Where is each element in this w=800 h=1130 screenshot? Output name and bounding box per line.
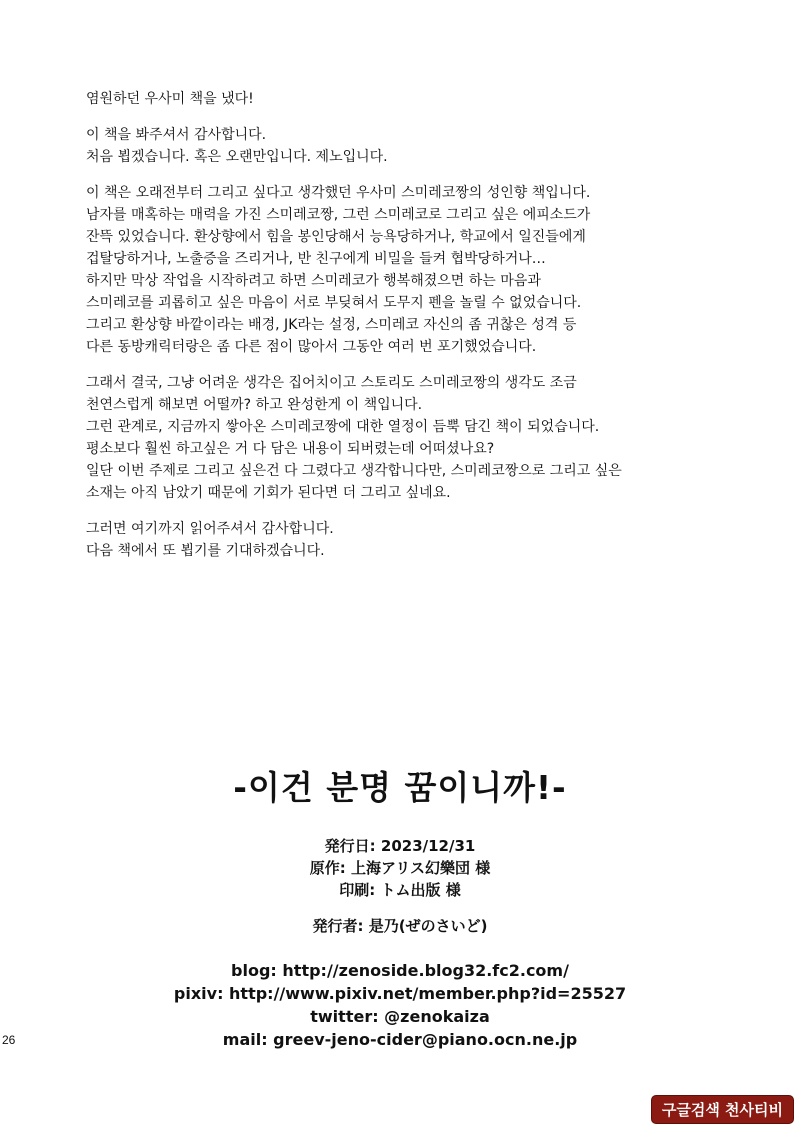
text-line: 천연스럽게 해보면 어떨까? 하고 완성한게 이 책입니다.: [86, 397, 423, 413]
twitter-handle[interactable]: twitter: @zenokaiza: [310, 1007, 490, 1026]
text-line: 다른 동방캐릭터랑은 좀 다른 점이 많아서 그동안 여러 번 포기했었습니다.: [86, 339, 537, 355]
mail-address[interactable]: mail: greev-jeno-cider@piano.ocn.ne.jp: [222, 1030, 578, 1049]
text-line: 스미레코를 괴롭히고 싶은 마음이 서로 부딪혀서 도무지 펜을 놀릴 수 없었습니다.: [86, 295, 582, 311]
original-work: 原作: 上海アリス幻樂団 様: [309, 859, 491, 877]
text-line: 다음 책에서 또 뵙기를 기대하겠습니다.: [86, 543, 325, 559]
colophon: [0, 762, 800, 1051]
contact-info: [0, 959, 800, 1051]
text-line: 염원하던 우사미 책을 냈다!: [86, 91, 254, 107]
printing-company: 印刷: トム出版 様: [339, 881, 461, 899]
text-line: 하지만 막상 작업을 시작하려고 하면 스미레코가 행복해졌으면 하는 마음과: [86, 273, 541, 289]
text-line: 그러면 여기까지 읽어주셔서 감사합니다.: [86, 521, 334, 537]
watermark-badge: 구글검색 천사티비: [651, 1095, 794, 1124]
book-title: -이건 분명 꿈이니까!-: [233, 768, 567, 807]
text-line: 소재는 아직 남았기 때문에 기회가 된다면 더 그리고 싶네요.: [86, 485, 451, 501]
text-line: 이 책은 오래전부터 그리고 싶다고 생각했던 우사미 스미레코짱의 성인향 책입니다.: [86, 185, 591, 201]
text-line: 남자를 매혹하는 매력을 가진 스미레코짱, 그런 스미레코로 그리고 싶은 에피소드가: [86, 207, 591, 223]
text-line: 처음 뵙겠습니다. 혹은 오랜만입니다. 제노입니다.: [86, 149, 388, 165]
afterword-text: [86, 88, 766, 576]
text-line: 일단 이번 주제로 그리고 싶은건 다 그렸다고 생각합니다만, 스미레코짱으로 그리고 싶은: [86, 463, 622, 479]
blog-link[interactable]: blog: http://zenoside.blog32.fc2.com/: [231, 961, 569, 980]
paragraph: [86, 372, 766, 504]
paragraph: [86, 182, 766, 358]
paragraph: [86, 88, 766, 110]
publication-info: [0, 835, 800, 937]
publish-date: 発行日: 2023/12/31: [324, 837, 476, 855]
text-line: 이 책을 봐주셔서 감사합니다.: [86, 127, 267, 143]
text-line: 잔뜩 있었습니다. 환상향에서 힘을 봉인당해서 능욕당하거나, 학교에서 일진들에게: [86, 229, 586, 245]
text-line: 겁탈당하거나, 노출증을 즈리거나, 반 친구에게 비밀을 들켜 협박당하거나…: [86, 251, 546, 267]
paragraph: [86, 518, 766, 562]
text-line: 그런 관계로, 지금까지 쌓아온 스미레코짱에 대한 열정이 듬뿍 담긴 책이 되었습니다.: [86, 419, 600, 435]
page-number: 26: [2, 1033, 16, 1047]
pixiv-link[interactable]: pixiv: http://www.pixiv.net/member.php?id=25527: [173, 984, 627, 1003]
text-line: 그래서 결국, 그냥 어려운 생각은 집어치이고 스토리도 스미레코짱의 생각도 조금: [86, 375, 577, 391]
text-line: 그리고 환상향 바깥이라는 배경, JK라는 설정, 스미레코 자신의 좀 귀찮은 성격 등: [86, 317, 577, 333]
publisher: 発行者: 是乃(ぜのさいど): [312, 917, 488, 935]
text-line: 평소보다 훨씬 하고싶은 거 다 담은 내용이 되버렸는데 어떠셨나요?: [86, 441, 495, 457]
paragraph: [86, 124, 766, 168]
